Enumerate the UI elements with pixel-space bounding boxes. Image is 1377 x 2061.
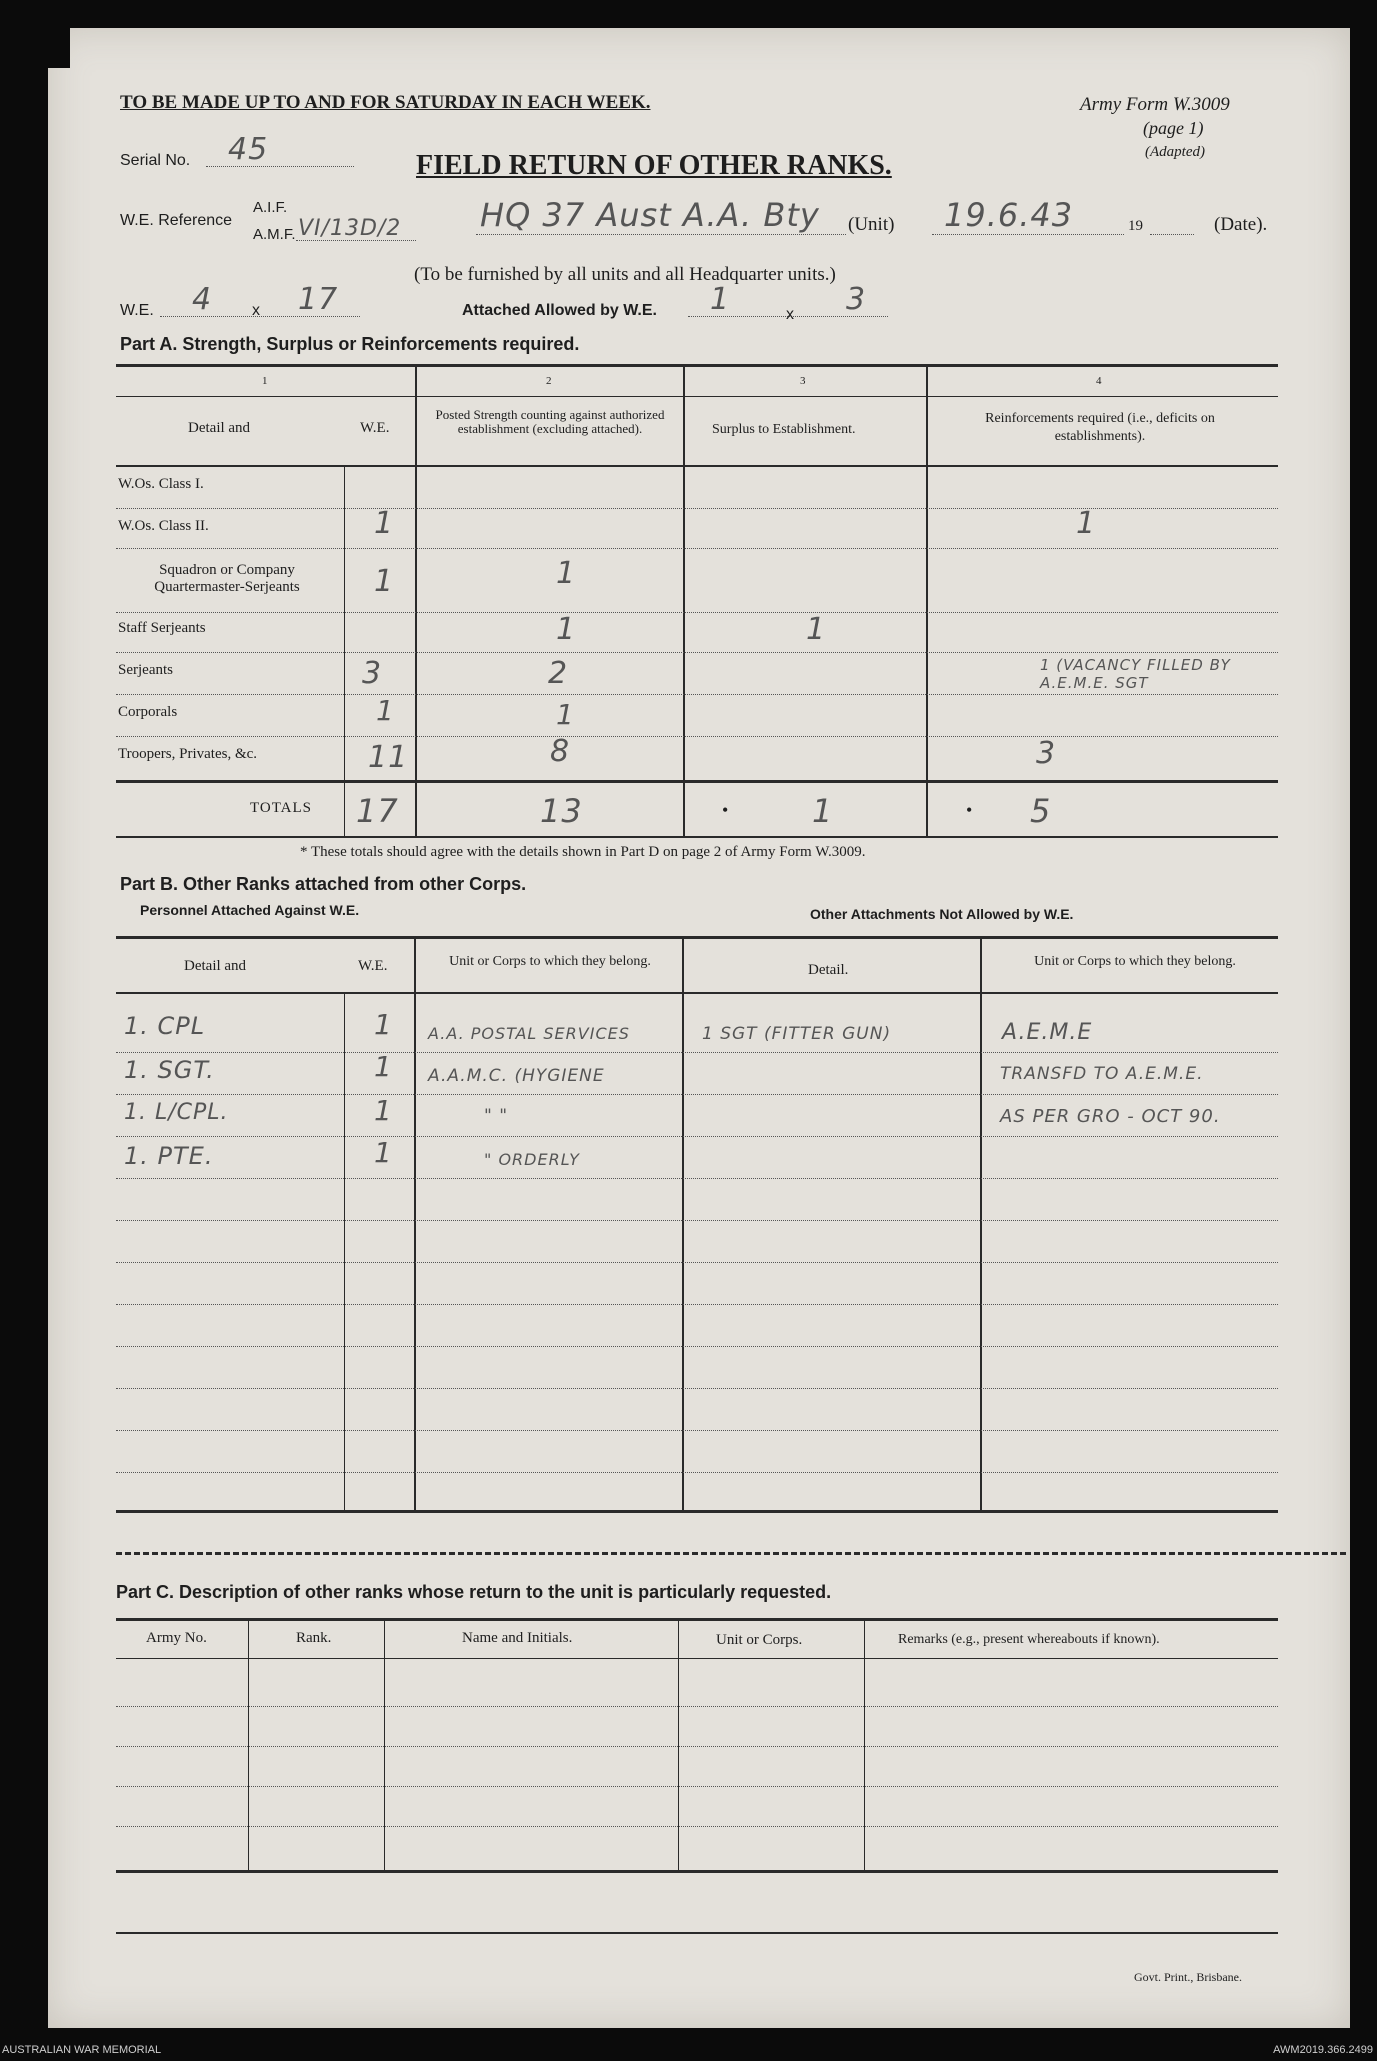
part-c-col-army-no: Army No. xyxy=(146,1630,207,1646)
year-label: 19 xyxy=(1128,218,1143,234)
totals-posted: 13 xyxy=(540,792,583,830)
part-b-rule-top xyxy=(116,936,1278,939)
serial-value: 45 xyxy=(228,132,269,167)
part-b-left-sub: Personnel Attached Against W.E. xyxy=(140,902,360,918)
form-name: Army Form W.3009 xyxy=(1080,94,1230,115)
posted-cell: 8 xyxy=(550,734,571,769)
row-label: W.Os. Class II. xyxy=(118,518,209,534)
row-sep xyxy=(116,1746,1278,1747)
part-b-vline-we xyxy=(344,994,345,1510)
other-unit: AS PER GRO - OCT 90. xyxy=(1000,1106,1221,1127)
we-cell: 1 xyxy=(376,694,395,727)
posted-cell: 2 xyxy=(548,656,569,691)
part-c-col-remarks: Remarks (e.g., present whereabouts if known). xyxy=(898,1632,1160,1647)
row-label: Troopers, Privates, &c. xyxy=(118,746,258,762)
we-value-b: 17 xyxy=(298,282,339,317)
attached-detail: 1. SGT. xyxy=(124,1056,215,1084)
totals-we: 17 xyxy=(356,792,399,830)
part-c-rule-bottom xyxy=(116,1870,1278,1873)
row-sep xyxy=(116,1136,1278,1137)
row-sep xyxy=(116,1262,1278,1263)
attached-unit: " " xyxy=(484,1106,509,1126)
attached-detail: 1. CPL xyxy=(124,1012,206,1040)
attached-value-a: 1 xyxy=(710,282,731,317)
row-label: Squadron or Company Quartermaster-Serjeants xyxy=(154,562,300,595)
part-b-heading: Part B. Other Ranks attached from other Corps. xyxy=(120,874,527,894)
col-header-we: W.E. xyxy=(360,420,390,436)
part-a-vline-3 xyxy=(683,367,685,837)
part-b-vline xyxy=(980,939,982,1510)
row-sep xyxy=(116,548,1278,549)
serial-label: Serial No. xyxy=(120,152,191,169)
part-b-col-detail2: Detail. xyxy=(808,962,849,978)
part-a-vline-4 xyxy=(926,367,928,837)
col-header-posted: Posted Strength counting against authorized establishment (excluding attached). xyxy=(435,407,665,436)
unit-line xyxy=(476,234,846,235)
we-times: x xyxy=(252,302,260,319)
row-sep xyxy=(116,1094,1278,1095)
part-a-rule-top xyxy=(116,364,1278,367)
part-b-col-unit: Unit or Corps to which they belong. xyxy=(449,954,651,969)
row-sep xyxy=(116,652,1278,653)
totals-reinf: 5 xyxy=(1030,792,1052,830)
printer-imprint: Govt. Print., Brisbane. xyxy=(1134,1970,1242,1984)
row-sep xyxy=(116,508,1278,509)
row-sep xyxy=(116,1346,1278,1347)
attached-times: x xyxy=(786,306,794,323)
attached-detail: 1. PTE. xyxy=(124,1142,214,1170)
part-b-rule-bottom xyxy=(116,1510,1278,1513)
row-sep xyxy=(116,694,1278,695)
row-sep xyxy=(116,1304,1278,1305)
col-header-reinforcements: Reinforcements required (i.e., deficits on establishments). xyxy=(985,411,1215,444)
row-sep xyxy=(116,1052,1278,1053)
totals-note: * These totals should agree with the details shown in Part D on page 2 of Army Form W.3009. xyxy=(300,844,866,860)
totals-surplus: 1 xyxy=(812,792,834,830)
part-c-rule-header xyxy=(116,1658,1278,1659)
part-b-vline xyxy=(414,939,416,1510)
part-a-rule-numbers xyxy=(116,396,1278,397)
we-value-a: 4 xyxy=(192,282,213,317)
totals-label: TOTALS xyxy=(250,800,313,816)
amf-value: VI/13D/2 xyxy=(298,216,402,241)
part-a-rule-totals xyxy=(116,780,1278,783)
row-label: Corporals xyxy=(118,704,178,720)
posted-cell: 1 xyxy=(556,556,577,591)
attached-we: 1 xyxy=(374,1008,393,1041)
reinf-cell: 1 xyxy=(1076,506,1097,541)
col-number-2: 2 xyxy=(546,375,552,387)
instruction-heading: TO BE MADE UP TO AND FOR SATURDAY IN EACH WEEK. xyxy=(120,92,651,113)
row-sep xyxy=(116,1786,1278,1787)
part-c-heading: Part C. Description of other ranks whose return to the unit is particularly requested. xyxy=(116,1582,832,1602)
surplus-cell: 1 xyxy=(806,612,827,647)
totals-reinf-marker: • xyxy=(966,800,973,820)
reinf-cell: 3 xyxy=(1036,736,1057,771)
part-b-right-sub: Other Attachments Not Allowed by W.E. xyxy=(810,906,1074,922)
other-detail: 1 SGT (FITTER GUN) xyxy=(702,1024,892,1044)
posted-cell: 1 xyxy=(556,612,577,647)
col-header-detail: Detail and xyxy=(188,420,251,436)
we-reference-label: W.E. Reference xyxy=(120,212,233,229)
attached-unit: A.A.M.C. (HYGIENE xyxy=(428,1066,605,1086)
col-number-1: 1 xyxy=(262,375,268,387)
part-b-col-unit2: Unit or Corps to which they belong. xyxy=(1034,954,1236,969)
row-sep xyxy=(116,736,1278,737)
part-b-rule-header xyxy=(116,992,1278,994)
we-cell: 3 xyxy=(362,656,383,691)
row-sep xyxy=(116,1430,1278,1431)
part-a-rule-header xyxy=(116,465,1278,467)
year-line xyxy=(1150,234,1194,235)
part-c-rule-top xyxy=(116,1618,1278,1621)
reinf-cell: 1 (VACANCY FILLED BY A.E.M.E. SGT xyxy=(1040,656,1231,692)
totals-surplus-marker: • xyxy=(722,800,729,820)
aif-label: A.I.F. xyxy=(253,199,288,216)
form-adapted: (Adapted) xyxy=(1145,144,1205,160)
part-c-col-unit: Unit or Corps. xyxy=(716,1632,803,1648)
attached-label: Attached Allowed by W.E. xyxy=(462,302,657,319)
row-label: Serjeants xyxy=(118,662,173,678)
unit-label: (Unit) xyxy=(848,214,895,235)
attached-unit: A.A. POSTAL SERVICES xyxy=(428,1024,630,1043)
row-label: Staff Serjeants xyxy=(118,620,206,636)
date-label: (Date). xyxy=(1214,214,1268,235)
row-sep xyxy=(116,1178,1278,1179)
part-b-vline xyxy=(682,939,684,1510)
col-number-3: 3 xyxy=(800,375,806,387)
row-sep xyxy=(116,1826,1278,1827)
amf-label: A.M.F. xyxy=(253,226,296,243)
footer-credit: AUSTRALIAN WAR MEMORIAL xyxy=(2,2044,162,2056)
row-sep xyxy=(116,1472,1278,1473)
part-a-vline-2 xyxy=(415,367,417,837)
posted-cell: 1 xyxy=(556,698,575,731)
we-cell: 1 xyxy=(374,564,395,599)
part-a-heading: Part A. Strength, Surplus or Reinforcements required. xyxy=(120,334,580,354)
furnish-note: (To be furnished by all units and all Headquarter units.) xyxy=(414,264,836,285)
form-page: (page 1) xyxy=(1143,118,1204,138)
attached-we: 1 xyxy=(374,1050,393,1083)
part-b-col-we: W.E. xyxy=(358,958,388,974)
col-header-surplus: Surplus to Establishment. xyxy=(712,422,856,437)
date-line xyxy=(932,234,1124,235)
attached-unit: " ORDERLY xyxy=(484,1150,580,1169)
part-c-col-rank: Rank. xyxy=(296,1630,332,1646)
row-label: W.Os. Class I. xyxy=(118,476,204,492)
row-sep xyxy=(116,1388,1278,1389)
row-sep xyxy=(116,612,1278,613)
date-value: 19.6.43 xyxy=(944,196,1074,234)
other-unit: A.E.M.E xyxy=(1002,1020,1093,1045)
part-c-col-name: Name and Initials. xyxy=(462,1630,573,1646)
part-b-col-detail: Detail and xyxy=(184,958,247,974)
attached-we: 1 xyxy=(374,1094,393,1127)
attached-detail: 1. L/CPL. xyxy=(124,1100,229,1125)
page-edge xyxy=(48,28,70,68)
footer-reference: AWM2019.366.2499 xyxy=(1273,2044,1373,2056)
unit-value: HQ 37 Aust A.A. Bty xyxy=(480,196,820,234)
attached-we: 1 xyxy=(374,1136,393,1169)
we-cell: 1 xyxy=(374,506,395,541)
col-number-4: 4 xyxy=(1096,375,1102,387)
perforation-line xyxy=(116,1552,1346,1555)
other-unit: TRANSFD TO A.E.M.E. xyxy=(1000,1064,1204,1084)
part-c-rule-final xyxy=(116,1932,1278,1934)
part-a-rule-bottom xyxy=(116,836,1278,838)
row-sep xyxy=(116,1706,1278,1707)
form-sheet xyxy=(48,28,1350,2028)
attached-value-b: 3 xyxy=(846,282,867,317)
we-cell: 11 xyxy=(368,740,409,775)
form-title: FIELD RETURN OF OTHER RANKS. xyxy=(416,150,892,181)
row-sep xyxy=(116,1220,1278,1221)
we-label: W.E. xyxy=(120,302,154,319)
